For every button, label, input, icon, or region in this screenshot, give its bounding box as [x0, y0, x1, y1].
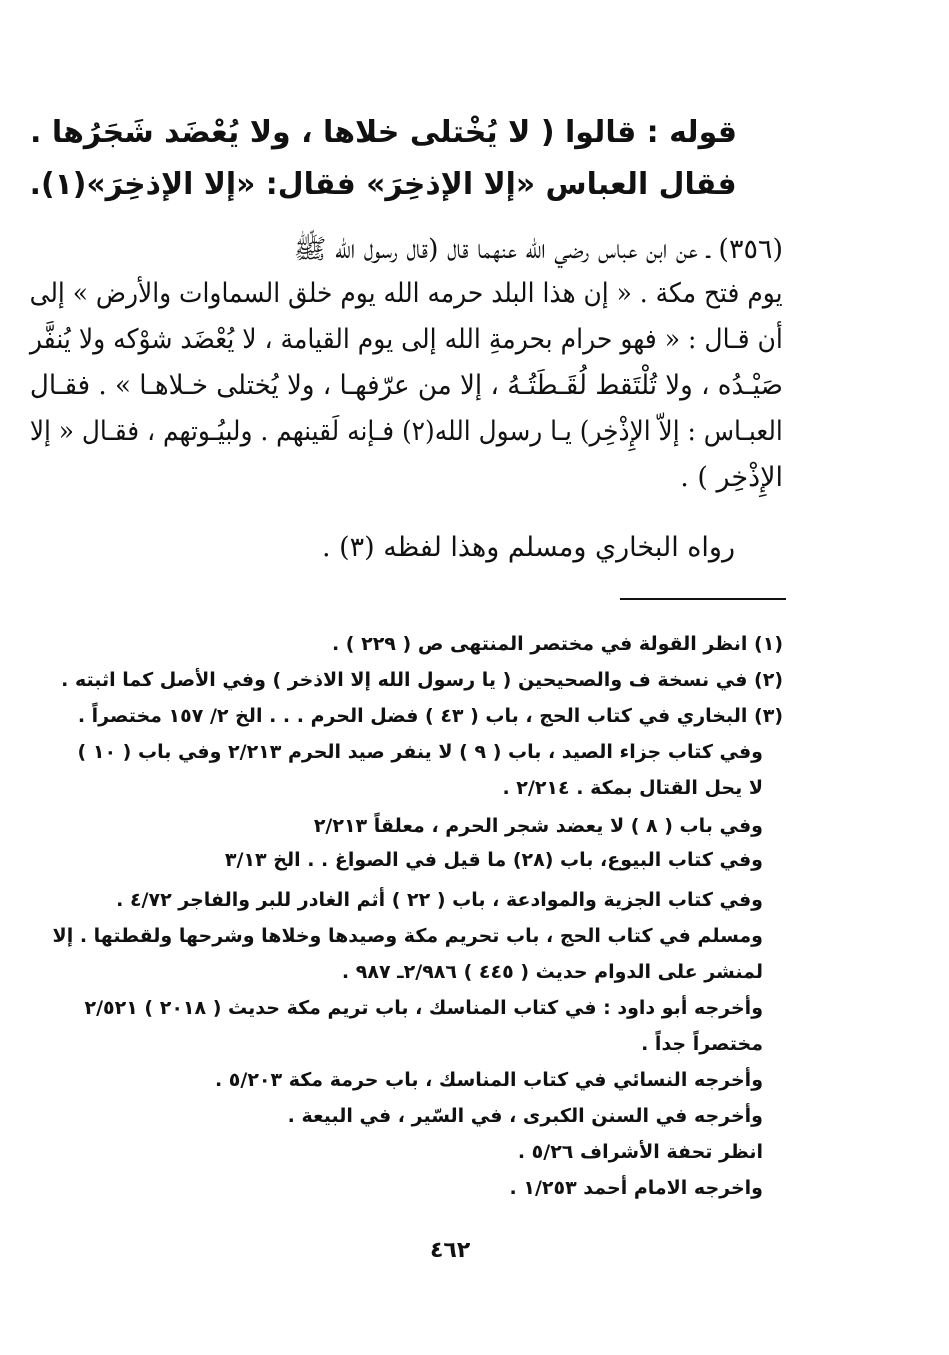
footnote-separator: [620, 598, 786, 600]
page-number: ٤٦٢: [430, 1238, 471, 1263]
footnote-3-cont-2: لا يحل القتال بمكة . ٢/٢١٤ .: [502, 777, 763, 799]
footnote-3-cont-7: لمنشر على الدوام حديث ( ٤٤٥ ) ٢/٩٨٦ـ ٩٨٧ .: [341, 961, 763, 983]
narration: رواه البخاري ومسلم وهذا لفظه (٣) .: [321, 532, 735, 563]
footnote-3-cont-11: وأخرجه في السنن الكبرى ، في السّير ، في البيعة .: [287, 1105, 763, 1127]
hadith-line-4: صَيْـدُه ، ولا تُلْتَقط لُقَـطَتُـهُ ، إلا من عرّفهـا ، ولا يُختلى خـلاهـا » . فقـال: [30, 370, 783, 401]
hadith-line-1: (٣٥٦) ـ عن ابن عباس رضي الله عنهما قال (قال رسول الله ﷺ: [293, 234, 783, 265]
footnote-2: (٢) في نسخة ف والصحيحين ( يا رسول الله إلا الاذخر ) وفي الأصل كما اثبته .: [61, 669, 783, 691]
heading-line-2: فقال العباس «إلا الإذخِرَ» فقال: «إلا الإذخِرَ»(١).: [30, 167, 738, 202]
hadith-line-3: أن قـال : « فهو حرام بحرمةِ الله إلى يوم القيامة ، لا يُعْضَد شوْكه ولا يُنفَّر: [30, 324, 783, 355]
heading-line-1: قوله : قالوا ( لا يُخْتلى خلاها ، ولا يُعْضَد شَجَرُها .: [30, 115, 737, 150]
hadith-line-2: يوم فتح مكة . « إن هذا البلد حرمه الله يوم خلق السماوات والأرض » إلى: [30, 278, 783, 309]
footnote-3-cont-6: ومسلم في كتاب الحج ، باب تحريم مكة وصيدها وخلاها وشرحها ولقطتها . إلا: [52, 925, 763, 947]
footnote-3-cont-10: وأخرجه النسائي في كتاب المناسك ، باب حرمة مكة ٥/٢٠٣ .: [214, 1069, 763, 1091]
footnote-3-cont-4: وفي كتاب البيوع، باب (٢٨) ما قيل في الصواغ . . الخ ٣/١٣: [224, 849, 763, 871]
footnote-3: (٣) البخاري في كتاب الحج ، باب ( ٤٣ ) فضل الحرم . . . الخ ٢/ ١٥٧ مختصراً .: [77, 705, 783, 727]
footnote-3-cont-1: وفي كتاب جزاء الصيد ، باب ( ٩ ) لا ينفر صيد الحرم ٢/٢١٣ وفي باب ( ١٠ ): [77, 741, 763, 763]
footnote-3-cont-13: واخرجه الامام أحمد ١/٢٥٣ .: [509, 1177, 763, 1199]
footnote-3-cont-5: وفي كتاب الجزية والموادعة ، باب ( ٢٢ ) أثم الغادر للبر والفاجر ٤/٧٢ .: [116, 889, 763, 911]
footnote-3-cont-8: وأخرجه أبو داود : في كتاب المناسك ، باب تريم مكة حديث ( ٢٠١٨ ) ٢/٥٢١: [84, 997, 763, 1019]
footnote-3-cont-3: وفي باب ( ٨ ) لا يعضد شجر الحرم ، معلقاً ٢/٢١٣: [313, 815, 763, 837]
hadith-line-6: الإِذْخِر ) .: [680, 462, 783, 493]
footnote-3-cont-12: انظر تحفة الأشراف ٥/٢٦ .: [517, 1141, 763, 1163]
footnote-1: (١) انظر القولة في مختصر المنتهى ص ( ٢٢٩ ) .: [331, 633, 783, 655]
hadith-line-5: العبـاس : إلاّ الإِذْخِر) يـا رسول الله(٢) فـإنه لَقينهم . ولبيُـوتهم ، فقـال « إلا: [30, 416, 783, 447]
footnote-3-cont-9: مختصراً جداً .: [641, 1033, 763, 1055]
